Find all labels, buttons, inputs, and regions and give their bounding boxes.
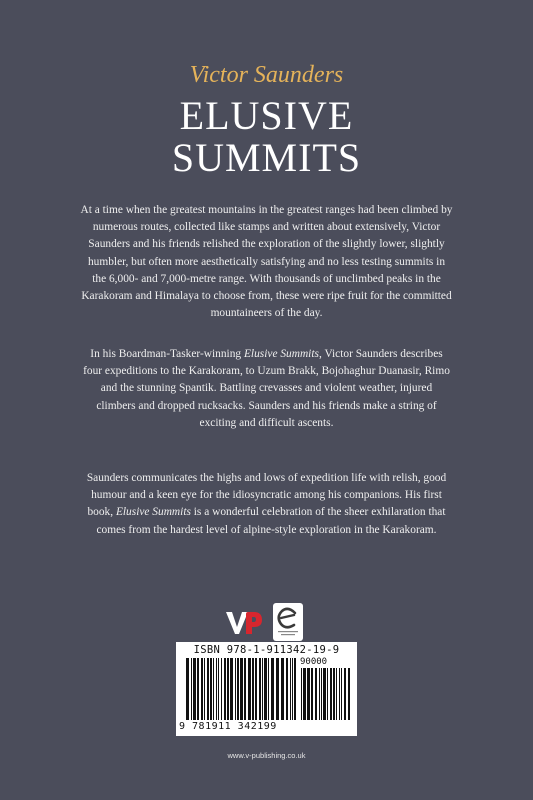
author-name: Victor Saunders bbox=[189, 62, 344, 88]
barcode-bar bbox=[204, 658, 205, 720]
barcode-bar bbox=[240, 658, 243, 720]
barcode-bar bbox=[230, 658, 233, 720]
barcode-bar bbox=[255, 658, 257, 720]
barcode-bar bbox=[216, 658, 217, 720]
barcode-bar bbox=[336, 668, 337, 720]
barcode-bar bbox=[252, 658, 254, 720]
barcode-bar bbox=[341, 668, 342, 720]
book-title-line-1: ELUSIVE bbox=[179, 93, 354, 138]
barcode-bar bbox=[319, 668, 320, 720]
isbn-barcode bbox=[176, 642, 357, 736]
barcode-bar bbox=[327, 668, 328, 720]
barcode-bar bbox=[193, 658, 196, 720]
barcode-bar bbox=[186, 658, 189, 720]
publisher-website: www.v-publishing.co.uk bbox=[227, 751, 306, 760]
barcode-bar bbox=[213, 658, 214, 720]
blurb-paragraph-1: At a time when the greatest mountains in the greatest ranges had been climbed by numerous routes, collected like stamps and written about extensively, Victor Saunders and his friends relished the exploration of the slightly lower, slightly humbler, but often more aesthetically satisfying and no less testing summits in the 6,000- and 7,000-metre range. With thousands of unclimbed peaks in the Karakoram and Himalaya to choose from, these were ripe fruit for the committed mountaineers of the day. bbox=[80, 204, 453, 320]
barcode-bar bbox=[292, 658, 293, 720]
barcode-bar bbox=[315, 668, 317, 720]
barcode-bar bbox=[224, 658, 226, 720]
addon-barcode-bars bbox=[300, 668, 352, 720]
barcode-bar bbox=[237, 658, 239, 720]
barcode-bar bbox=[344, 668, 346, 720]
barcode-bar bbox=[290, 658, 291, 720]
barcode-bar bbox=[244, 658, 246, 720]
barcode-bar bbox=[294, 658, 296, 720]
barcode-bar bbox=[201, 658, 203, 720]
barcode-bar bbox=[271, 658, 274, 720]
ean-digits: 9 781911 342199 bbox=[179, 721, 277, 732]
barcode-bar bbox=[218, 658, 219, 720]
barcode-bar bbox=[333, 668, 335, 720]
barcode-bar bbox=[259, 658, 261, 720]
barcode-bar bbox=[321, 668, 322, 720]
barcode-bar bbox=[191, 658, 192, 720]
ebook-logo bbox=[273, 603, 303, 641]
blurb-book-title: Elusive Summits bbox=[115, 506, 191, 519]
barcode-bar bbox=[330, 668, 332, 720]
barcode-bar bbox=[303, 668, 306, 720]
barcode-bar bbox=[276, 658, 279, 720]
barcode-bar bbox=[197, 658, 199, 720]
ebook-e-icon bbox=[273, 603, 303, 641]
barcode-bar bbox=[227, 658, 229, 720]
book-title-line-2: SUMMITS bbox=[171, 135, 362, 180]
barcode-bar bbox=[281, 658, 284, 720]
barcode-bar bbox=[264, 658, 267, 720]
price-code: 90000 bbox=[300, 657, 328, 667]
blurb-paragraph-3 bbox=[80, 470, 453, 539]
vp-publisher-logo bbox=[225, 610, 263, 636]
barcode-bar bbox=[207, 658, 209, 720]
blurb-paragraph-2 bbox=[80, 346, 453, 432]
barcode-bar bbox=[301, 668, 302, 720]
barcode-bar bbox=[307, 668, 310, 720]
isbn-number: ISBN 978-1-911342-19-9 bbox=[193, 644, 340, 656]
barcode-bar bbox=[262, 658, 263, 720]
blurb-text: , Victor Saunders describes four expeditions to the Karakoram, to Uzum Brakk, Bojohaghur Duanasir, Rimo and the stunning Spantik. Battling crevasses and violent weather, injured climbers and dropped rucksacks. Saunders and his friends make a string of exciting and difficult ascents. bbox=[83, 348, 450, 429]
barcode-bar bbox=[248, 658, 251, 720]
barcode-bar bbox=[210, 658, 212, 720]
barcode-bar bbox=[348, 668, 350, 720]
barcode-bar bbox=[235, 658, 236, 720]
blurb-book-title: Elusive Summits bbox=[243, 348, 319, 360]
barcode-bar bbox=[268, 658, 269, 720]
barcode-bar bbox=[339, 668, 340, 720]
blurb-text: Saunders communicates the highs and lows of expedition life with relish, good humour and a keen eye for the idiosyncratic among his companions. His first book, bbox=[86, 472, 447, 519]
barcode-bar bbox=[323, 668, 326, 720]
ean-barcode-bars bbox=[185, 658, 297, 720]
blurb-text: is a wonderful celebration of the sheer exhilaration that comes from the hardest level of alpine-style exploration in the Karakoram. bbox=[96, 506, 446, 536]
barcode-bar bbox=[286, 658, 288, 720]
barcode-bar bbox=[311, 668, 313, 720]
barcode-bar bbox=[221, 658, 222, 720]
blurb-text: In his Boardman-Tasker-winning bbox=[90, 348, 244, 360]
